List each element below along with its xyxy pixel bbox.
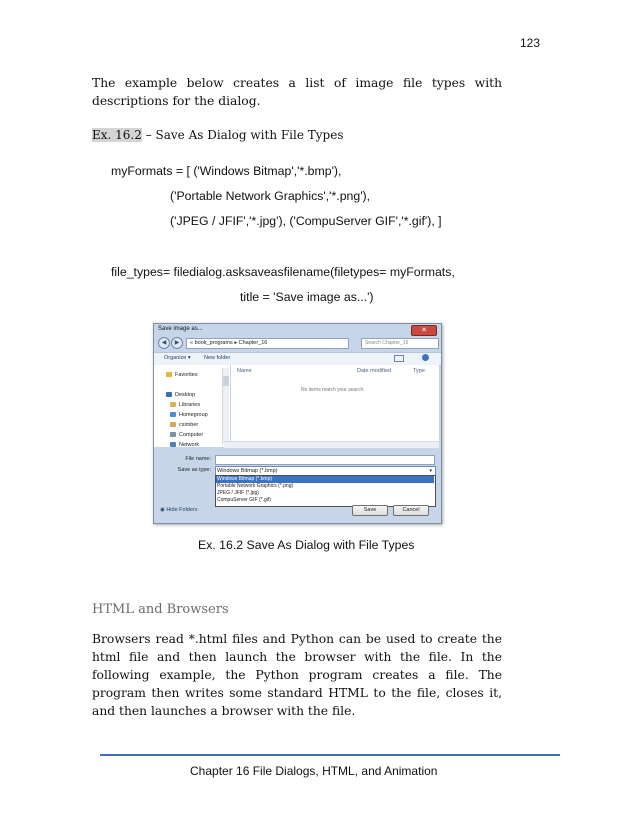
close-icon: ✕ <box>421 327 427 334</box>
example-heading <box>92 128 344 142</box>
scrollbar-thumb[interactable] <box>223 376 229 386</box>
column-header-type[interactable]: Type <box>413 368 425 374</box>
nav-item-csimber[interactable] <box>170 422 198 428</box>
code-line-2: ('Portable Network Graphics','*.png'), <box>170 189 371 203</box>
forward-arrow-icon: ▶ <box>174 340 180 346</box>
type-option[interactable]: JPEG / JFIF (*.jpg) <box>217 490 259 496</box>
new-folder-button[interactable]: New folder <box>204 355 231 361</box>
footer-text: Chapter 16 File Dialogs, HTML, and Animation <box>190 764 438 778</box>
intro-paragraph: The example below creates a list of image file types with descriptions for the dialog. <box>92 76 502 108</box>
file-list-scrollbar[interactable] <box>224 441 439 448</box>
computer-icon <box>170 432 176 437</box>
save-as-dialog <box>153 323 442 524</box>
code-line-4: file_types= filedialog.asksaveasfilename(filetypes= myFormats, <box>111 265 455 279</box>
cancel-button[interactable]: Cancel <box>393 505 429 516</box>
nav-item-label: Homegroup <box>179 412 208 418</box>
nav-item-label: csimber <box>179 422 199 428</box>
nav-item-computer[interactable] <box>170 432 203 438</box>
search-input[interactable]: Search Chapter_16 <box>361 338 439 349</box>
example-label: Ex. 16.2 <box>92 128 142 142</box>
empty-message: No items match your search. <box>301 387 365 393</box>
footer-divider <box>100 754 560 756</box>
save-button[interactable]: Save <box>352 505 388 516</box>
example-title: – Save As Dialog with File Types <box>141 128 344 142</box>
nav-item-label: Favorites <box>175 372 198 378</box>
section-heading: HTML and Browsers <box>92 602 229 617</box>
nav-item-label: Computer <box>179 432 204 438</box>
library-icon <box>170 402 176 407</box>
save-as-type-value: Windows Bitmap (*.bmp) <box>217 468 278 474</box>
code-line-1: myFormats = [ ('Windows Bitmap','*.bmp'), <box>111 164 342 178</box>
figure-caption: Ex. 16.2 Save As Dialog with File Types <box>198 538 415 552</box>
nav-item-label: Libraries <box>179 402 201 408</box>
column-header-name[interactable]: Name <box>237 368 252 374</box>
type-option[interactable]: Windows Bitmap (*.bmp) <box>216 476 434 483</box>
nav-item-desktop[interactable] <box>166 392 195 398</box>
close-button[interactable] <box>411 325 437 336</box>
nav-scrollbar[interactable] <box>222 368 229 444</box>
forward-button[interactable] <box>171 337 183 349</box>
help-icon[interactable] <box>422 354 429 361</box>
page-number: 123 <box>520 36 541 50</box>
nav-item-libraries[interactable] <box>170 402 200 408</box>
network-icon <box>170 442 176 447</box>
star-icon <box>166 372 172 377</box>
file-name-label: File name: <box>185 456 211 462</box>
type-option[interactable]: Portable Network Graphics (*.png) <box>217 483 294 489</box>
code-line-3: ('JPEG / JFIF','*.jpg'), ('CompuServer GIF','*.gif'), ] <box>170 214 442 228</box>
chevron-down-icon: ▾ <box>429 468 432 474</box>
back-button[interactable] <box>158 337 170 349</box>
desktop-icon <box>166 392 172 397</box>
user-folder-icon <box>170 422 176 427</box>
nav-item-label: Network <box>179 442 200 448</box>
dialog-toolbar <box>154 352 441 366</box>
back-arrow-icon: ◀ <box>161 340 167 346</box>
type-option[interactable]: CompuServer GIF (*.gif) <box>217 497 271 503</box>
file-name-input[interactable] <box>215 455 435 465</box>
body-paragraph: Browsers read *.html files and Python can be used to create the html file and then launch the browser with the file. In the following example, the Python program creates a file. The program then writes some standard HTML to the file, closes it, and then launches a browser with the file. <box>92 632 502 718</box>
hide-folders-label: Hide Folders <box>166 507 198 513</box>
nav-item-homegroup[interactable] <box>170 412 208 418</box>
file-type-dropdown <box>215 475 436 507</box>
view-icon[interactable] <box>394 355 404 362</box>
nav-item-network[interactable] <box>170 442 199 448</box>
file-list-pane <box>231 365 439 441</box>
nav-item-label: Desktop <box>175 392 196 398</box>
address-bar[interactable]: « book_programs ▸ Chapter_16 <box>186 338 349 349</box>
homegroup-icon <box>170 412 176 417</box>
code-line-5: title = 'Save image as...') <box>240 290 374 304</box>
column-header-date-modified[interactable]: Date modified <box>357 368 391 374</box>
organize-menu[interactable]: Organize ▾ <box>164 355 191 361</box>
save-as-type-label: Save as type: <box>177 467 211 473</box>
hide-folders-toggle[interactable]: ◉ Hide Folders <box>160 507 198 513</box>
navigation-pane <box>154 365 231 447</box>
dialog-title: Save image as... <box>158 326 203 332</box>
nav-item-favorites[interactable] <box>166 372 198 378</box>
